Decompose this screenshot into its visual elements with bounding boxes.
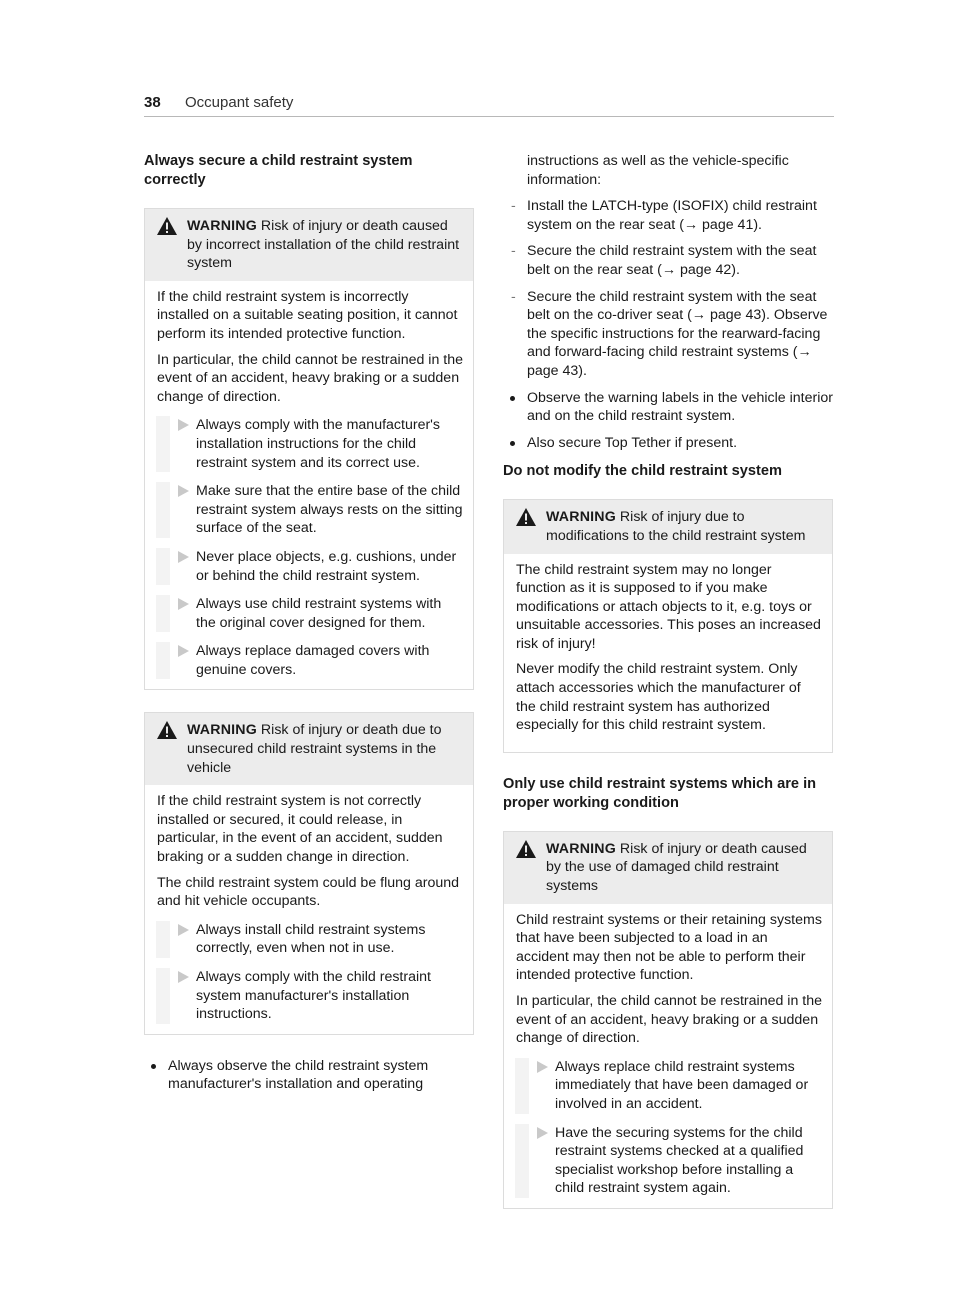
warning-box-unsecured-systems [144, 712, 474, 1034]
warning-body [504, 554, 832, 752]
bullet-text: Observe the warning labels in the vehicle interior and on the child restraint system. [527, 389, 833, 425]
dash-icon: - [511, 288, 516, 305]
warning-box-damaged-systems [503, 831, 833, 1209]
warning-paragraph: In particular, the child cannot be restrained in the event of an accident, heavy braking or a sudden change of direction. [516, 993, 823, 1047]
warning-title: Risk of injury or death due to unsecured child restraint systems in the vehicle [187, 722, 442, 776]
warning-header [145, 713, 473, 785]
warning-body [504, 904, 832, 1208]
action-text: Make sure that the entire base of the child restraint system always rests on the sitting surface of the seat. [196, 483, 463, 537]
warning-paragraph: Child restraint systems or their retaining systems that have been subjected to a load in an accident may then not be able to perform their intended protective function. [516, 911, 822, 984]
warning-paragraph: If the child restraint system is incorrectly installed on a suitable seating position, it cannot perform its intended protective function. [157, 288, 458, 342]
action-step [156, 921, 463, 958]
warning-box-incorrect-installation [144, 208, 474, 690]
left-column [144, 152, 474, 1102]
action-text: Always comply with the manufacturer's installation instructions for the child restraint system and its correct use. [196, 417, 440, 471]
action-step [156, 482, 463, 538]
action-text: Always replace child restraint systems immediately that have been damaged or involved in an accident. [555, 1058, 809, 1112]
heading-always-secure: Always secure a child restraint system correctly [144, 153, 413, 188]
heading-proper-condition: Only use child restraint systems which are in proper working condition [503, 775, 817, 811]
action-text: Always comply with the child restraint system manufacturer's installation instructions. [196, 969, 431, 1023]
warning-paragraph: In particular, the child cannot be restrained in the event of an accident, heavy braking or a sudden change of direction. [157, 351, 464, 405]
list-item [503, 242, 833, 279]
bullet-dot-icon [151, 1064, 156, 1069]
action-arrow-icon [177, 551, 189, 563]
section-title: Occupant safety [185, 94, 294, 111]
dash-icon: - [511, 243, 516, 260]
action-step [156, 642, 463, 679]
warning-triangle-icon [515, 507, 537, 527]
action-step [156, 968, 463, 1024]
bullet-list [144, 1057, 474, 1094]
warning-paragraph: The child restraint system could be flung around and hit vehicle occupants. [157, 874, 460, 910]
action-arrow-icon [536, 1127, 548, 1139]
dash-list [503, 197, 833, 380]
bullet-list [503, 389, 833, 453]
warning-triangle-icon [156, 216, 178, 236]
list-item [144, 1057, 474, 1094]
warning-title: Risk of injury or death caused by incorrect installation of the child restraint system [187, 218, 460, 272]
action-arrow-icon [177, 598, 189, 610]
action-arrow-icon [177, 485, 189, 497]
dash-text: Install the LATCH-type (ISOFIX) child restraint system on the rear seat (→ page 41). [527, 198, 817, 233]
action-step [156, 595, 463, 632]
warning-header [145, 209, 473, 281]
bullet-dot-icon [510, 396, 515, 401]
dash-icon: - [511, 198, 516, 215]
warning-paragraph: If the child restraint system is not correctly installed or secured, it could release, in particular, in the event of an accident, sudden braking or a sudden change in direction. [157, 793, 443, 866]
list-item [503, 197, 833, 234]
action-arrow-icon [177, 924, 189, 936]
action-text: Never place objects, e.g. cushions, under or behind the child restraint system. [196, 548, 457, 584]
action-step [156, 548, 463, 585]
warning-triangle-icon [515, 839, 537, 859]
bullet-text: Also secure Top Tether if present. [527, 434, 738, 451]
action-arrow-icon [536, 1061, 548, 1073]
list-item [503, 288, 833, 381]
action-text: Always replace damaged covers with genuine covers. [196, 643, 430, 678]
warning-box-modifications [503, 499, 833, 753]
continuation-text: instructions as well as the vehicle-specific information: [527, 153, 789, 188]
warning-header [504, 500, 832, 553]
warning-title: Risk of injury or death caused by the use of damaged child restraint systems [546, 840, 807, 895]
warning-label: WARNING [546, 840, 616, 857]
warning-title: Risk of injury due to modifications to the child restraint system [546, 509, 806, 544]
dash-text: Secure the child restraint system with the seat belt on the rear seat (→ page 42). [527, 243, 817, 278]
action-step [515, 1124, 822, 1198]
dash-text: Secure the child restraint system with the seat belt on the co-driver seat (→ page 43). Observe the specific instructions for the rearward-facing and forward-facing child restraint systems (→ page 43). [527, 288, 828, 379]
warning-triangle-icon [156, 720, 178, 740]
warning-paragraph: Never modify the child restraint system. Only attach accessories which the manufacturer of the child restraint system has authorized especially for this child restraint system. [516, 661, 801, 734]
warning-label: WARNING [187, 218, 257, 234]
warning-header [504, 832, 832, 904]
warning-body [145, 281, 473, 690]
warning-body [145, 785, 473, 1034]
action-text: Always install child restraint systems correctly, even when not in use. [196, 921, 426, 957]
action-arrow-icon [177, 645, 189, 657]
action-step [515, 1058, 822, 1114]
page-number: 38 [144, 94, 161, 111]
action-text: Have the securing systems for the child restraint systems checked at a qualified specialist workshop before installing a child restraint system again. [555, 1124, 804, 1197]
header-divider [144, 116, 834, 117]
list-item [503, 389, 833, 426]
warning-label: WARNING [546, 509, 616, 526]
list-item [503, 434, 833, 453]
action-arrow-icon [177, 419, 189, 431]
action-arrow-icon [177, 971, 189, 983]
page-header [144, 94, 834, 118]
bullet-text: Always observe the child restraint system manufacturer's installation and operating [168, 1057, 429, 1093]
heading-do-not-modify: Do not modify the child restraint system [503, 463, 782, 480]
action-text: Always use child restraint systems with the original cover designed for them. [196, 596, 442, 631]
warning-paragraph: The child restraint system may no longer function as it is supposed to if you make modifications or attach objects to it, e.g. toys or unsuitable accessories. This poses an increased risk of injury! [516, 561, 821, 652]
right-column [503, 152, 833, 1231]
bullet-dot-icon [510, 441, 515, 446]
action-step [156, 416, 463, 472]
warning-label: WARNING [187, 722, 257, 739]
